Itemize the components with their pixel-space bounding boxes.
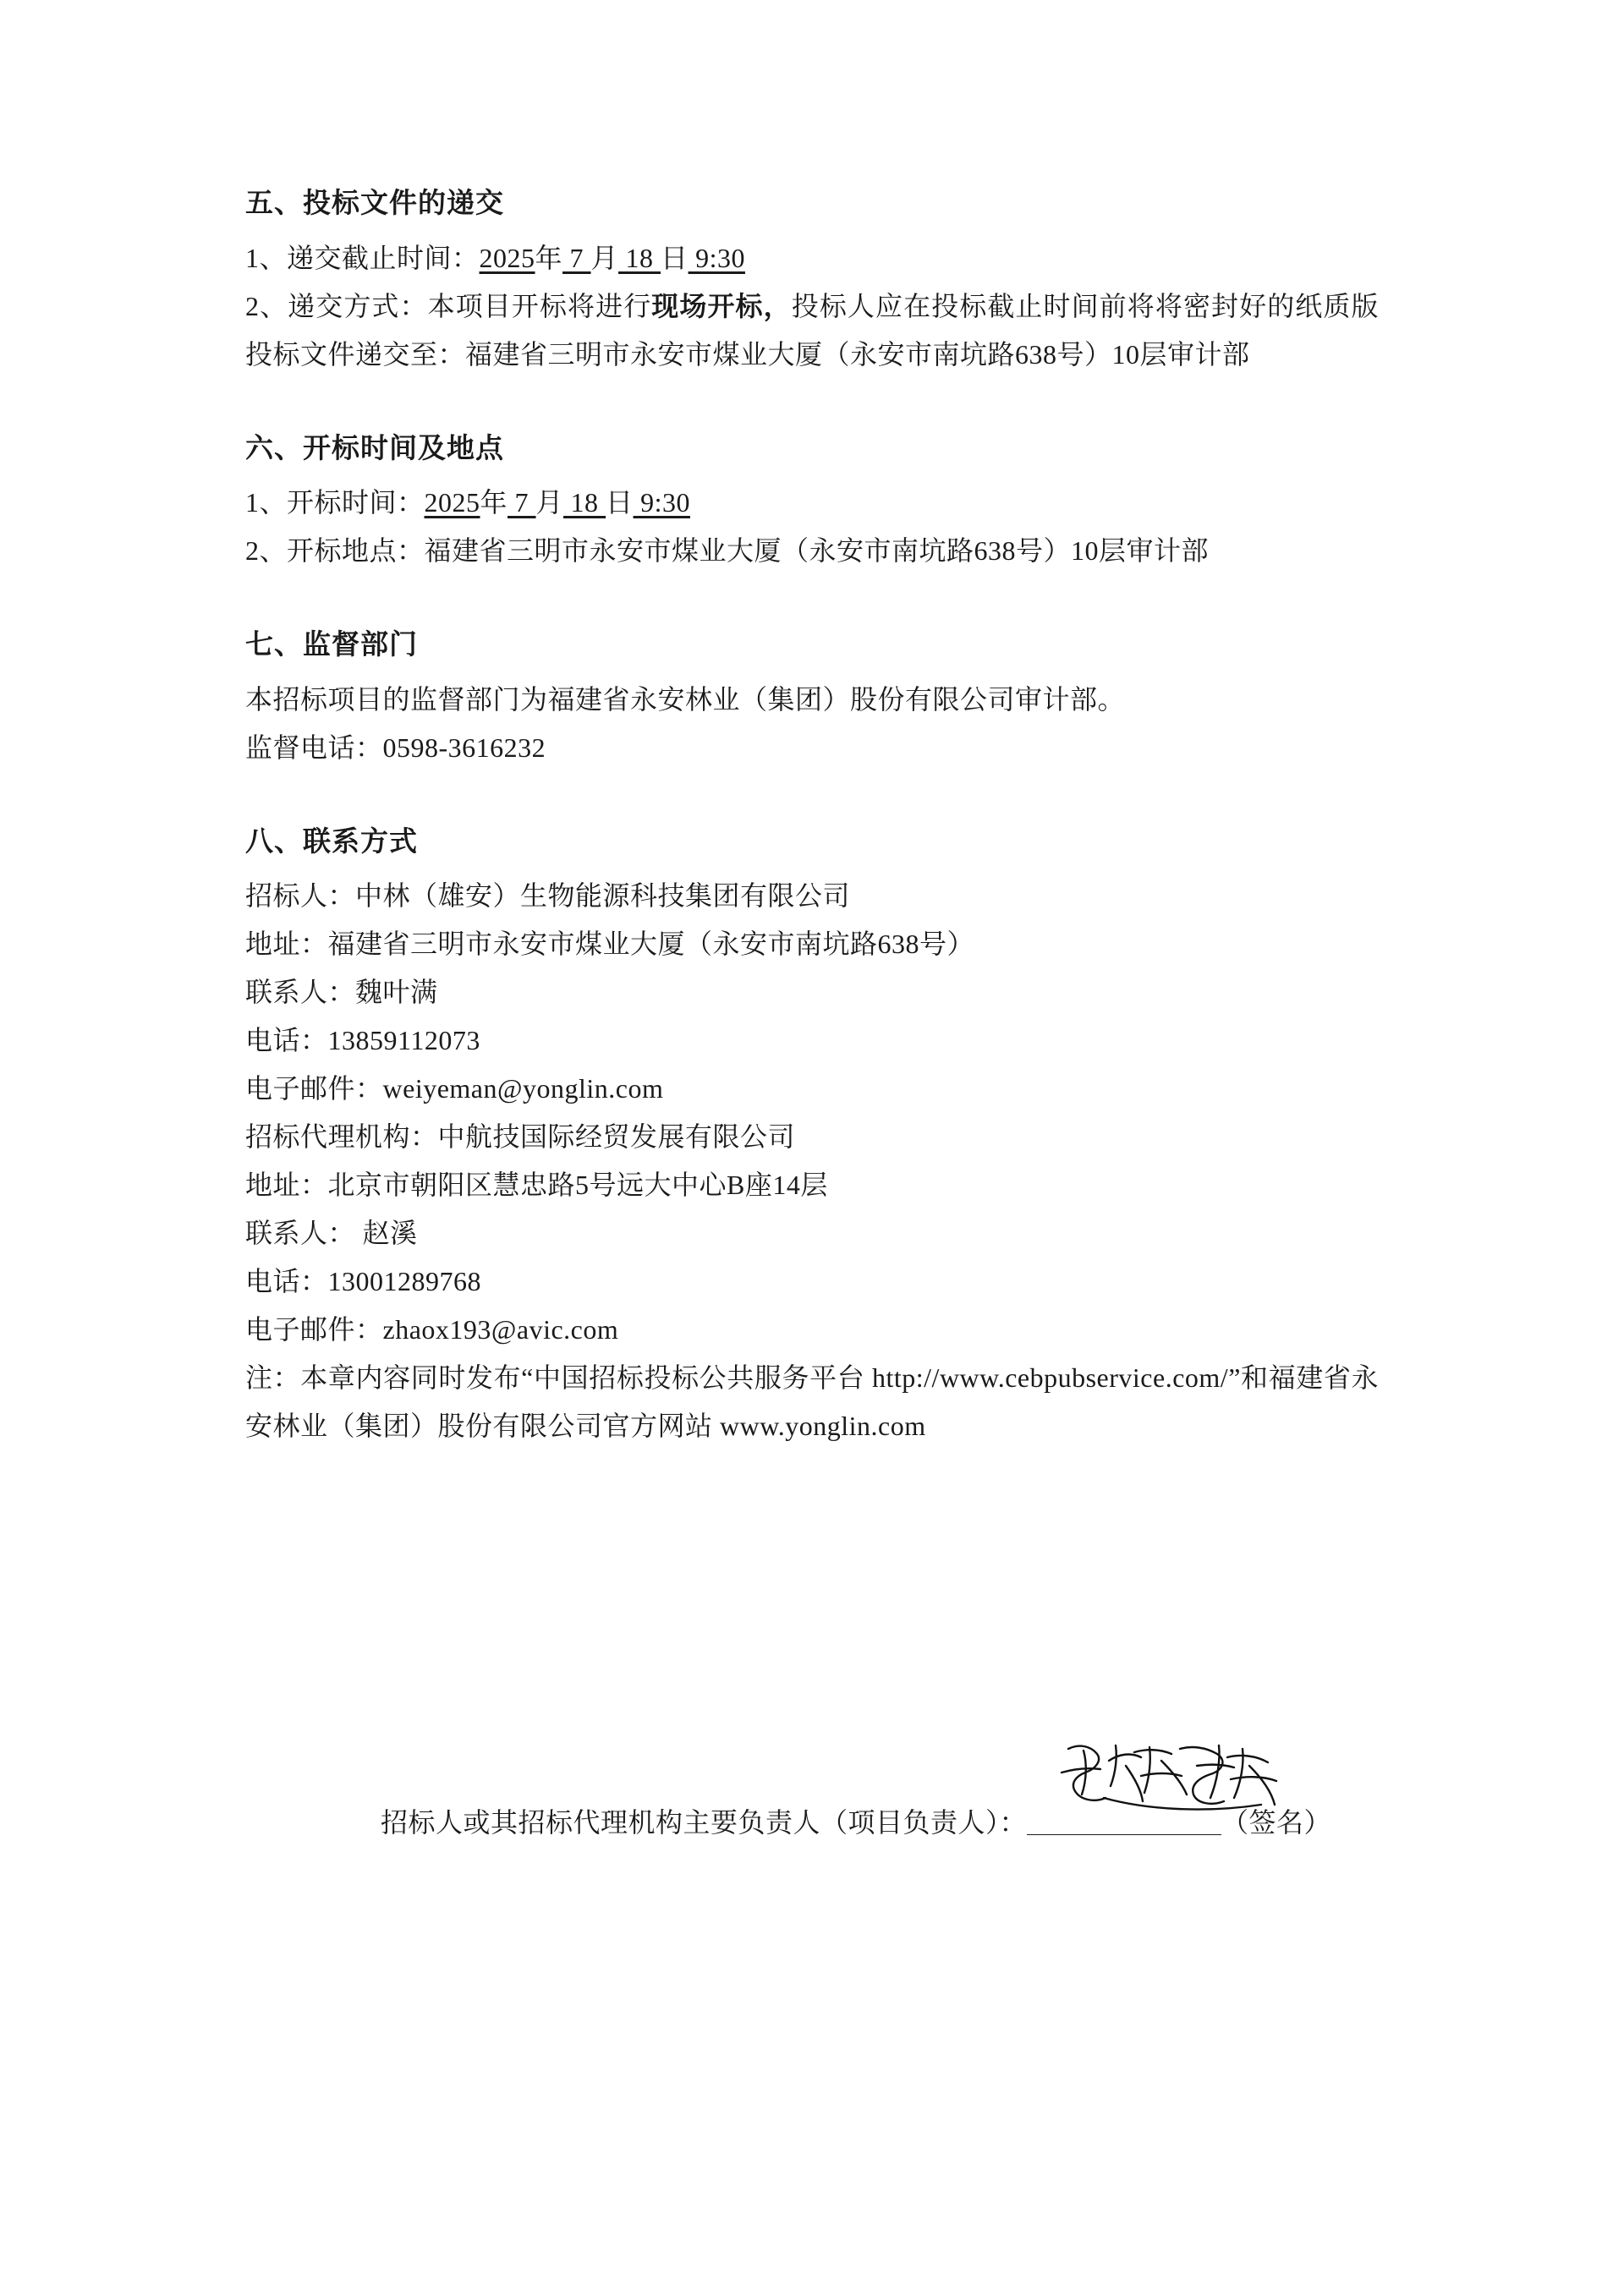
bid-opening-month: 7 [508, 487, 536, 518]
spacer [245, 379, 1379, 423]
supervision-phone-line: 监督电话：0598-3616232 [245, 732, 546, 763]
submission-deadline-month-unit: 月 [590, 242, 619, 273]
submission-deadline-year: 2025 [479, 242, 535, 273]
submission-deadline-time: 9:30 [688, 242, 745, 273]
agency-line: 招标代理机构：中航技国际经贸发展有限公司 [245, 1121, 796, 1153]
submission-deadline-month: 7 [562, 242, 591, 273]
publication-note-line: 注：本章内容同时发布“中国招标投标公共服务平台 http://www.cebpubservice.com/”和福建省永安林业（集团）股份有限公司官方网站 www.yonglin.com [245, 1362, 1379, 1441]
submission-method-text-b: 投标人应在投标截止时间前将将密封好的纸质版投标文件递交至：福建省三明市永安市煤业大厦（永安市南坑路638号）10层审计部 [245, 290, 1379, 370]
agency-address-line: 地址：北京市朝阳区慧忠路5号远大中心B座14层 [245, 1170, 828, 1201]
submission-deadline-day-unit: 日 [661, 242, 689, 273]
supervision-department-line: 本招标项目的监督部门为福建省永安林业（集团）股份有限公司审计部。 [245, 683, 1126, 715]
tenderee-email-line: 电子邮件：weiyeman@yonglin.com [245, 1073, 664, 1104]
submission-method-line [245, 282, 1379, 379]
section-seven [245, 619, 1379, 772]
bid-opening-time-prefix: 1、开标时间： [245, 487, 425, 518]
tenderee-phone-line: 电话：13859112073 [245, 1025, 480, 1056]
section-six-heading: 六、开标时间及地点 [245, 433, 504, 464]
agency-contact-line: 联系人： 赵溪 [245, 1218, 418, 1249]
section-eight-heading: 八、联系方式 [245, 826, 418, 858]
agency-phone-line: 电话：13001289768 [245, 1266, 482, 1297]
agency-email-line: 电子邮件：zhaox193@avic.com [245, 1314, 619, 1345]
signature-block [245, 1801, 1379, 1840]
submission-method-emphasis: 现场开标， [651, 290, 792, 321]
bid-opening-place-line: 2、开标地点：福建省三明市永安市煤业大厦（永安市南坑路638号）10层审计部 [245, 535, 1210, 567]
bid-opening-day-unit: 日 [606, 487, 634, 518]
submission-deadline-year-unit: 年 [535, 242, 563, 273]
submission-deadline-line [245, 234, 1379, 282]
section-seven-heading: 七、监督部门 [245, 630, 418, 661]
bid-opening-year: 2025 [424, 487, 480, 518]
submission-method-text-a: 2、递交方式：本项目开标将进行 [245, 290, 652, 321]
section-five-heading: 五、投标文件的递交 [245, 189, 504, 219]
signature-line [245, 1801, 1379, 1840]
spacer [245, 575, 1379, 619]
tenderee-line: 招标人：中林（雄安）生物能源科技集团有限公司 [245, 880, 851, 912]
signature-label: 招标人或其招标代理机构主要负责人（项目负责人）： [381, 1807, 1028, 1838]
spacer [245, 772, 1379, 816]
signature-underline[interactable] [1027, 1809, 1221, 1835]
bid-opening-time-line [245, 479, 1379, 527]
bid-opening-year-unit: 年 [480, 487, 508, 518]
submission-deadline-prefix: 1、递交截止时间： [245, 242, 480, 273]
bid-opening-time: 9:30 [633, 487, 690, 518]
tenderee-address-line: 地址：福建省三明市永安市煤业大厦（永安市南坑路638号） [245, 929, 975, 960]
bid-opening-day: 18 [563, 487, 606, 518]
signature-suffix: （签名） [1221, 1807, 1332, 1838]
section-five [245, 178, 1379, 379]
bid-opening-month-unit: 月 [535, 487, 564, 518]
submission-deadline-day: 18 [618, 242, 661, 273]
tenderee-contact-line: 联系人：魏叶满 [245, 977, 438, 1008]
section-eight [245, 816, 1379, 1450]
section-six [245, 423, 1379, 576]
